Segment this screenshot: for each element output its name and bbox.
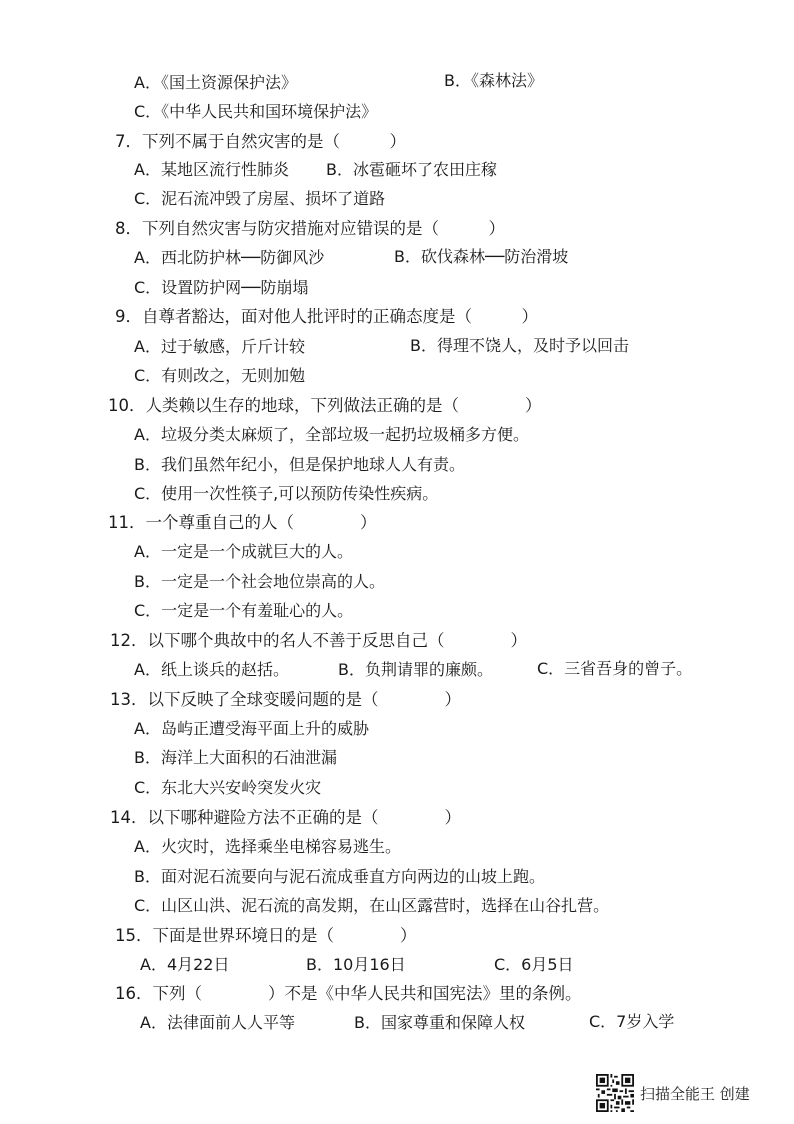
q8-option-c: C．设置防护网──防崩塌 bbox=[134, 278, 309, 297]
q15-stem: 15．下面是世界环境日的是（ ） bbox=[115, 926, 417, 945]
q13-option-a: A．岛屿正遭受海平面上升的威胁 bbox=[134, 719, 369, 738]
q15-option-a: A．4月22日 bbox=[140, 955, 230, 974]
q7-option-b: B．冰雹砸坏了农田庄稼 bbox=[326, 160, 497, 179]
q8-option-a: A．西北防护林──防御风沙 bbox=[134, 248, 325, 267]
q12-stem: 12．以下哪个典故中的名人不善于反思自己（ ） bbox=[110, 631, 527, 650]
watermark-text: 扫描全能王 创建 bbox=[640, 1084, 750, 1103]
q10-stem: 10．人类赖以生存的地球，下列做法正确的是（ ） bbox=[108, 396, 542, 415]
q11-stem: 11．一个尊重自己的人（ ） bbox=[108, 513, 377, 532]
q6-option-b: B．《森林法》 bbox=[444, 71, 543, 90]
q15-option-c: C．6月5日 bbox=[494, 955, 574, 974]
q15-option-b: B．10月16日 bbox=[306, 955, 406, 974]
q16-option-c: C．7岁入学 bbox=[589, 1012, 675, 1031]
q7-option-c: C．泥石流冲毁了房屋、损坏了道路 bbox=[134, 189, 386, 208]
q14-option-a: A．火灾时，选择乘坐电梯容易逃生。 bbox=[134, 837, 401, 856]
q12-option-a: A．纸上谈兵的赵括。 bbox=[134, 660, 289, 679]
q13-option-c: C．东北大兴安岭突发火灾 bbox=[134, 778, 322, 797]
q13-option-b: B．海洋上大面积的石油泄漏 bbox=[134, 748, 337, 767]
q6-option-a: A．《国土资源保护法》 bbox=[134, 73, 297, 92]
q9-option-b: B．得理不饶人，及时予以回击 bbox=[410, 336, 629, 355]
q13-stem: 13．以下反映了全球变暖问题的是（ ） bbox=[110, 690, 461, 709]
q14-option-b: B．面对泥石流要向与泥石流成垂直方向两边的山坡上跑。 bbox=[134, 867, 545, 886]
q9-option-a: A．过于敏感，斤斤计较 bbox=[134, 337, 305, 356]
q10-option-a: A．垃圾分类太麻烦了，全部垃圾一起扔垃圾桶多方便。 bbox=[134, 425, 529, 444]
q11-option-c: C．一定是一个有羞耻心的人。 bbox=[134, 601, 354, 620]
q7-stem: 7．下列不属于自然灾害的是（ ） bbox=[115, 132, 406, 151]
q16-option-b: B．国家尊重和保障人权 bbox=[354, 1013, 525, 1032]
q9-option-c: C．有则改之，无则加勉 bbox=[134, 366, 306, 385]
q16-option-a: A．法律面前人人平等 bbox=[140, 1013, 295, 1032]
q11-option-b: B．一定是一个社会地位崇高的人。 bbox=[134, 572, 385, 591]
q9-stem: 9．自尊者豁达，面对他人批评时的正确态度是（ ） bbox=[115, 307, 538, 326]
q14-stem: 14．以下哪种避险方法不正确的是（ ） bbox=[110, 808, 461, 827]
q7-option-a: A．某地区流行性肺炎 bbox=[134, 160, 289, 179]
q8-stem: 8．下列自然灾害与防灾措施对应错误的是（ ） bbox=[115, 219, 505, 238]
qr-code-icon bbox=[596, 1074, 634, 1112]
q14-option-c: C．山区山洪、泥石流的高发期，在山区露营时，选择在山谷扎营。 bbox=[134, 896, 610, 915]
q10-option-c: C．使用一次性筷子,可以预防传染性疾病。 bbox=[134, 484, 439, 503]
q11-option-a: A．一定是一个成就巨大的人。 bbox=[134, 542, 353, 561]
q6-option-c: C．《中华人民共和国环境保护法》 bbox=[134, 102, 378, 121]
q10-option-b: B．我们虽然年纪小，但是保护地球人人有责。 bbox=[134, 455, 465, 474]
q8-option-b: B．砍伐森林──防治滑坡 bbox=[394, 247, 569, 266]
q12-option-c: C．三省吾身的曾子。 bbox=[537, 659, 693, 678]
q12-option-b: B．负荆请罪的廉颇。 bbox=[338, 660, 493, 679]
q16-stem: 16．下列（ ）不是《中华人民共和国宪法》里的条例。 bbox=[115, 984, 582, 1003]
scanner-watermark bbox=[596, 1074, 750, 1112]
